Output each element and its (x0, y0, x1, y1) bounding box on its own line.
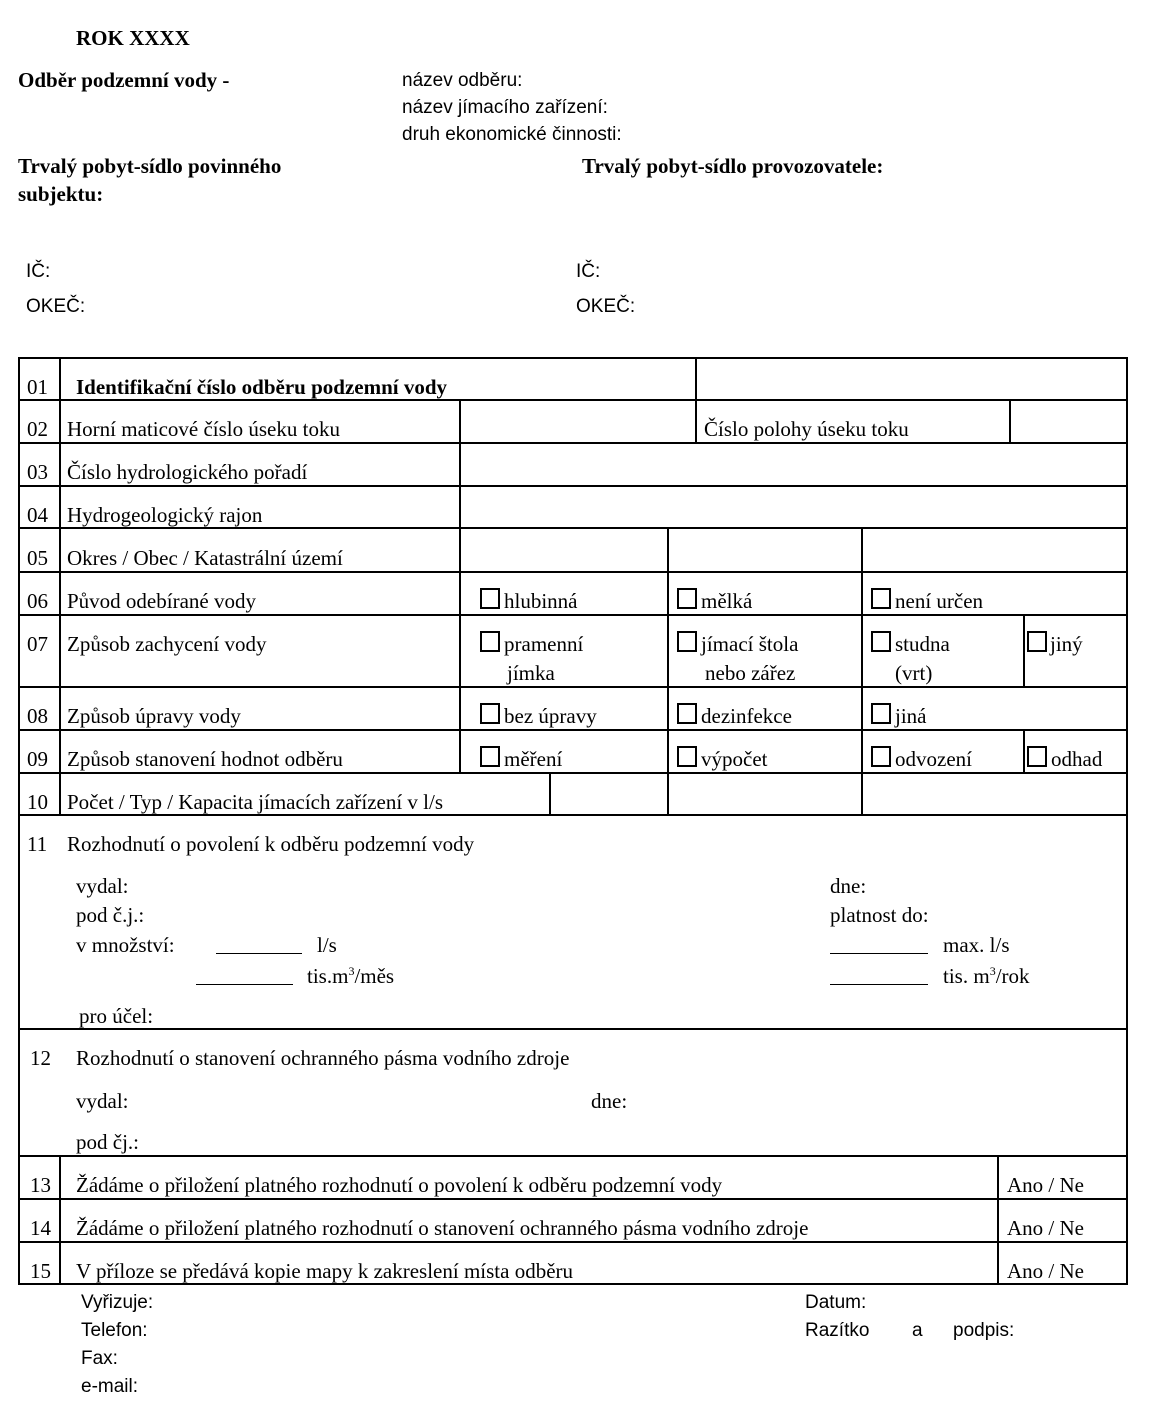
option-label: jímací štola (701, 632, 799, 656)
row-number: 10 (27, 790, 48, 814)
row-label: Žádáme o přiložení platného rozhodnutí o povolení k odběru podzemní vody (76, 1173, 723, 1197)
option-label: mělká (701, 589, 753, 613)
row-label: Způsob úpravy vody (67, 704, 241, 728)
option-label: bez úpravy (504, 704, 597, 728)
unit-ls: l/s (317, 933, 337, 957)
row-label: Hydrogeologický rajon (67, 503, 263, 527)
checkbox[interactable] (871, 703, 891, 724)
year-heading: ROK XXXX (76, 26, 190, 50)
option-label: dezinfekce (701, 704, 792, 728)
odber-title: Odběr podzemní vody - (18, 68, 230, 92)
option-label-line2: (vrt) (895, 661, 933, 685)
unit-tis-mes: $tis.m^3$/měs (307, 964, 395, 988)
checkbox[interactable] (480, 746, 500, 767)
option-label: odvození (895, 747, 972, 771)
dne-label: dne: (830, 874, 867, 898)
okec-left-label: OKEČ: (26, 296, 86, 317)
datum-label: Datum: (805, 1292, 867, 1313)
email-label: e-mail: (81, 1376, 139, 1397)
option-label: měření (504, 747, 563, 771)
row-number: 13 (30, 1173, 51, 1197)
checkbox[interactable] (1027, 746, 1047, 767)
pro-ucel-label: pro účel: (79, 1004, 154, 1028)
row-number: 02 (27, 417, 48, 441)
pod-cj-label: pod čj.: (76, 1130, 139, 1154)
row-label: Identifikační číslo odběru podzemní vody (76, 375, 448, 399)
option-label: pramenní (504, 632, 584, 656)
druh-cinnosti-label: druh ekonomické činnosti: (402, 124, 622, 145)
checkbox[interactable] (871, 588, 891, 609)
row-number: 09 (27, 747, 48, 771)
row-number: 04 (27, 503, 48, 527)
row-label: Způsob zachycení vody (67, 632, 267, 656)
row-label: V příloze se předává kopie mapy k zakreslení místa odběru (76, 1259, 574, 1283)
option-label: není určen (895, 589, 984, 613)
row-number: 12 (30, 1046, 51, 1070)
checkbox[interactable] (677, 746, 697, 767)
row-number: 14 (30, 1216, 51, 1240)
answer-ano-ne[interactable]: Ano / Ne (1007, 1216, 1084, 1240)
checkbox[interactable] (480, 631, 500, 652)
unit-tis-rok: tis. $m^3$/rok (943, 964, 1030, 988)
answer-ano-ne[interactable]: Ano / Ne (1007, 1173, 1084, 1197)
row-number: 03 (27, 460, 48, 484)
checkbox[interactable] (871, 631, 891, 652)
okec-right-label: OKEČ: (576, 296, 636, 317)
row-number: 11 (27, 832, 48, 856)
checkbox[interactable] (480, 703, 500, 724)
vydal-label: vydal: (76, 874, 129, 898)
dne-label: dne: (591, 1089, 628, 1113)
pobyt-povinny-label-2: subjektu: (18, 182, 104, 206)
row-number: 07 (27, 632, 48, 656)
checkbox[interactable] (1027, 631, 1047, 652)
checkbox[interactable] (871, 746, 891, 767)
row-label: Počet / Typ / Kapacita jímacích zařízení v l/s (67, 790, 444, 814)
vydal-label: vydal: (76, 1089, 129, 1113)
row-number: 05 (27, 546, 48, 570)
row-label: Původ odebírané vody (67, 589, 256, 613)
row-extra-label: Číslo polohy úseku toku (704, 417, 909, 441)
nazev-jimaciho-label: název jímacího zařízení: (402, 97, 608, 118)
row-label: Rozhodnutí o povolení k odběru podzemní vody (67, 832, 475, 856)
option-label: jiný (1050, 632, 1083, 656)
option-label: hlubinná (504, 589, 578, 613)
v-mnozstvi-label: v množství: (76, 933, 175, 957)
answer-ano-ne[interactable]: Ano / Ne (1007, 1259, 1084, 1283)
ic-left-label: IČ: (26, 261, 51, 282)
checkbox[interactable] (677, 588, 697, 609)
checkbox[interactable] (677, 703, 697, 724)
option-label-line2: nebo zářez (705, 661, 796, 685)
option-label: jiná (895, 704, 927, 728)
checkbox[interactable] (480, 588, 500, 609)
a-label: a (912, 1320, 923, 1341)
razitko-label: Razítko (805, 1320, 870, 1341)
telefon-label: Telefon: (81, 1320, 148, 1341)
pobyt-povinny-label: Trvalý pobyt-sídlo povinného (18, 154, 282, 178)
option-label: výpočet (701, 747, 768, 771)
row-number: 01 (27, 375, 48, 399)
option-label: studna (895, 632, 950, 656)
ic-right-label: IČ: (576, 261, 601, 282)
option-label-line2: jímka (507, 661, 555, 685)
row-number: 06 (27, 589, 48, 613)
platnost-label: platnost do: (830, 903, 929, 927)
row-label: Číslo hydrologického pořadí (67, 460, 308, 484)
pobyt-provozovatel-label: Trvalý pobyt-sídlo provozovatele: (582, 154, 884, 178)
row-label: Způsob stanovení hodnot odběru (67, 747, 343, 771)
max-ls: max. l/s (943, 933, 1010, 957)
row-number: 15 (30, 1259, 51, 1283)
row-label: Okres / Obec / Katastrální území (67, 546, 343, 570)
option-label: odhad (1051, 747, 1103, 771)
pod-cj-label: pod č.j.: (76, 903, 145, 927)
vyrizuje-label: Vyřizuje: (81, 1292, 154, 1313)
nazev-odberu-label: název odběru: (402, 70, 523, 91)
row-label: Rozhodnutí o stanovení ochranného pásma vodního zdroje (76, 1046, 570, 1070)
fax-label: Fax: (81, 1348, 118, 1369)
podpis-label: podpis: (953, 1320, 1015, 1341)
row-number: 08 (27, 704, 48, 728)
row-label: Žádáme o přiložení platného rozhodnutí o stanovení ochranného pásma vodního zdroje (76, 1216, 809, 1240)
checkbox[interactable] (677, 631, 697, 652)
row-label: Horní maticové číslo úseku toku (67, 417, 340, 441)
